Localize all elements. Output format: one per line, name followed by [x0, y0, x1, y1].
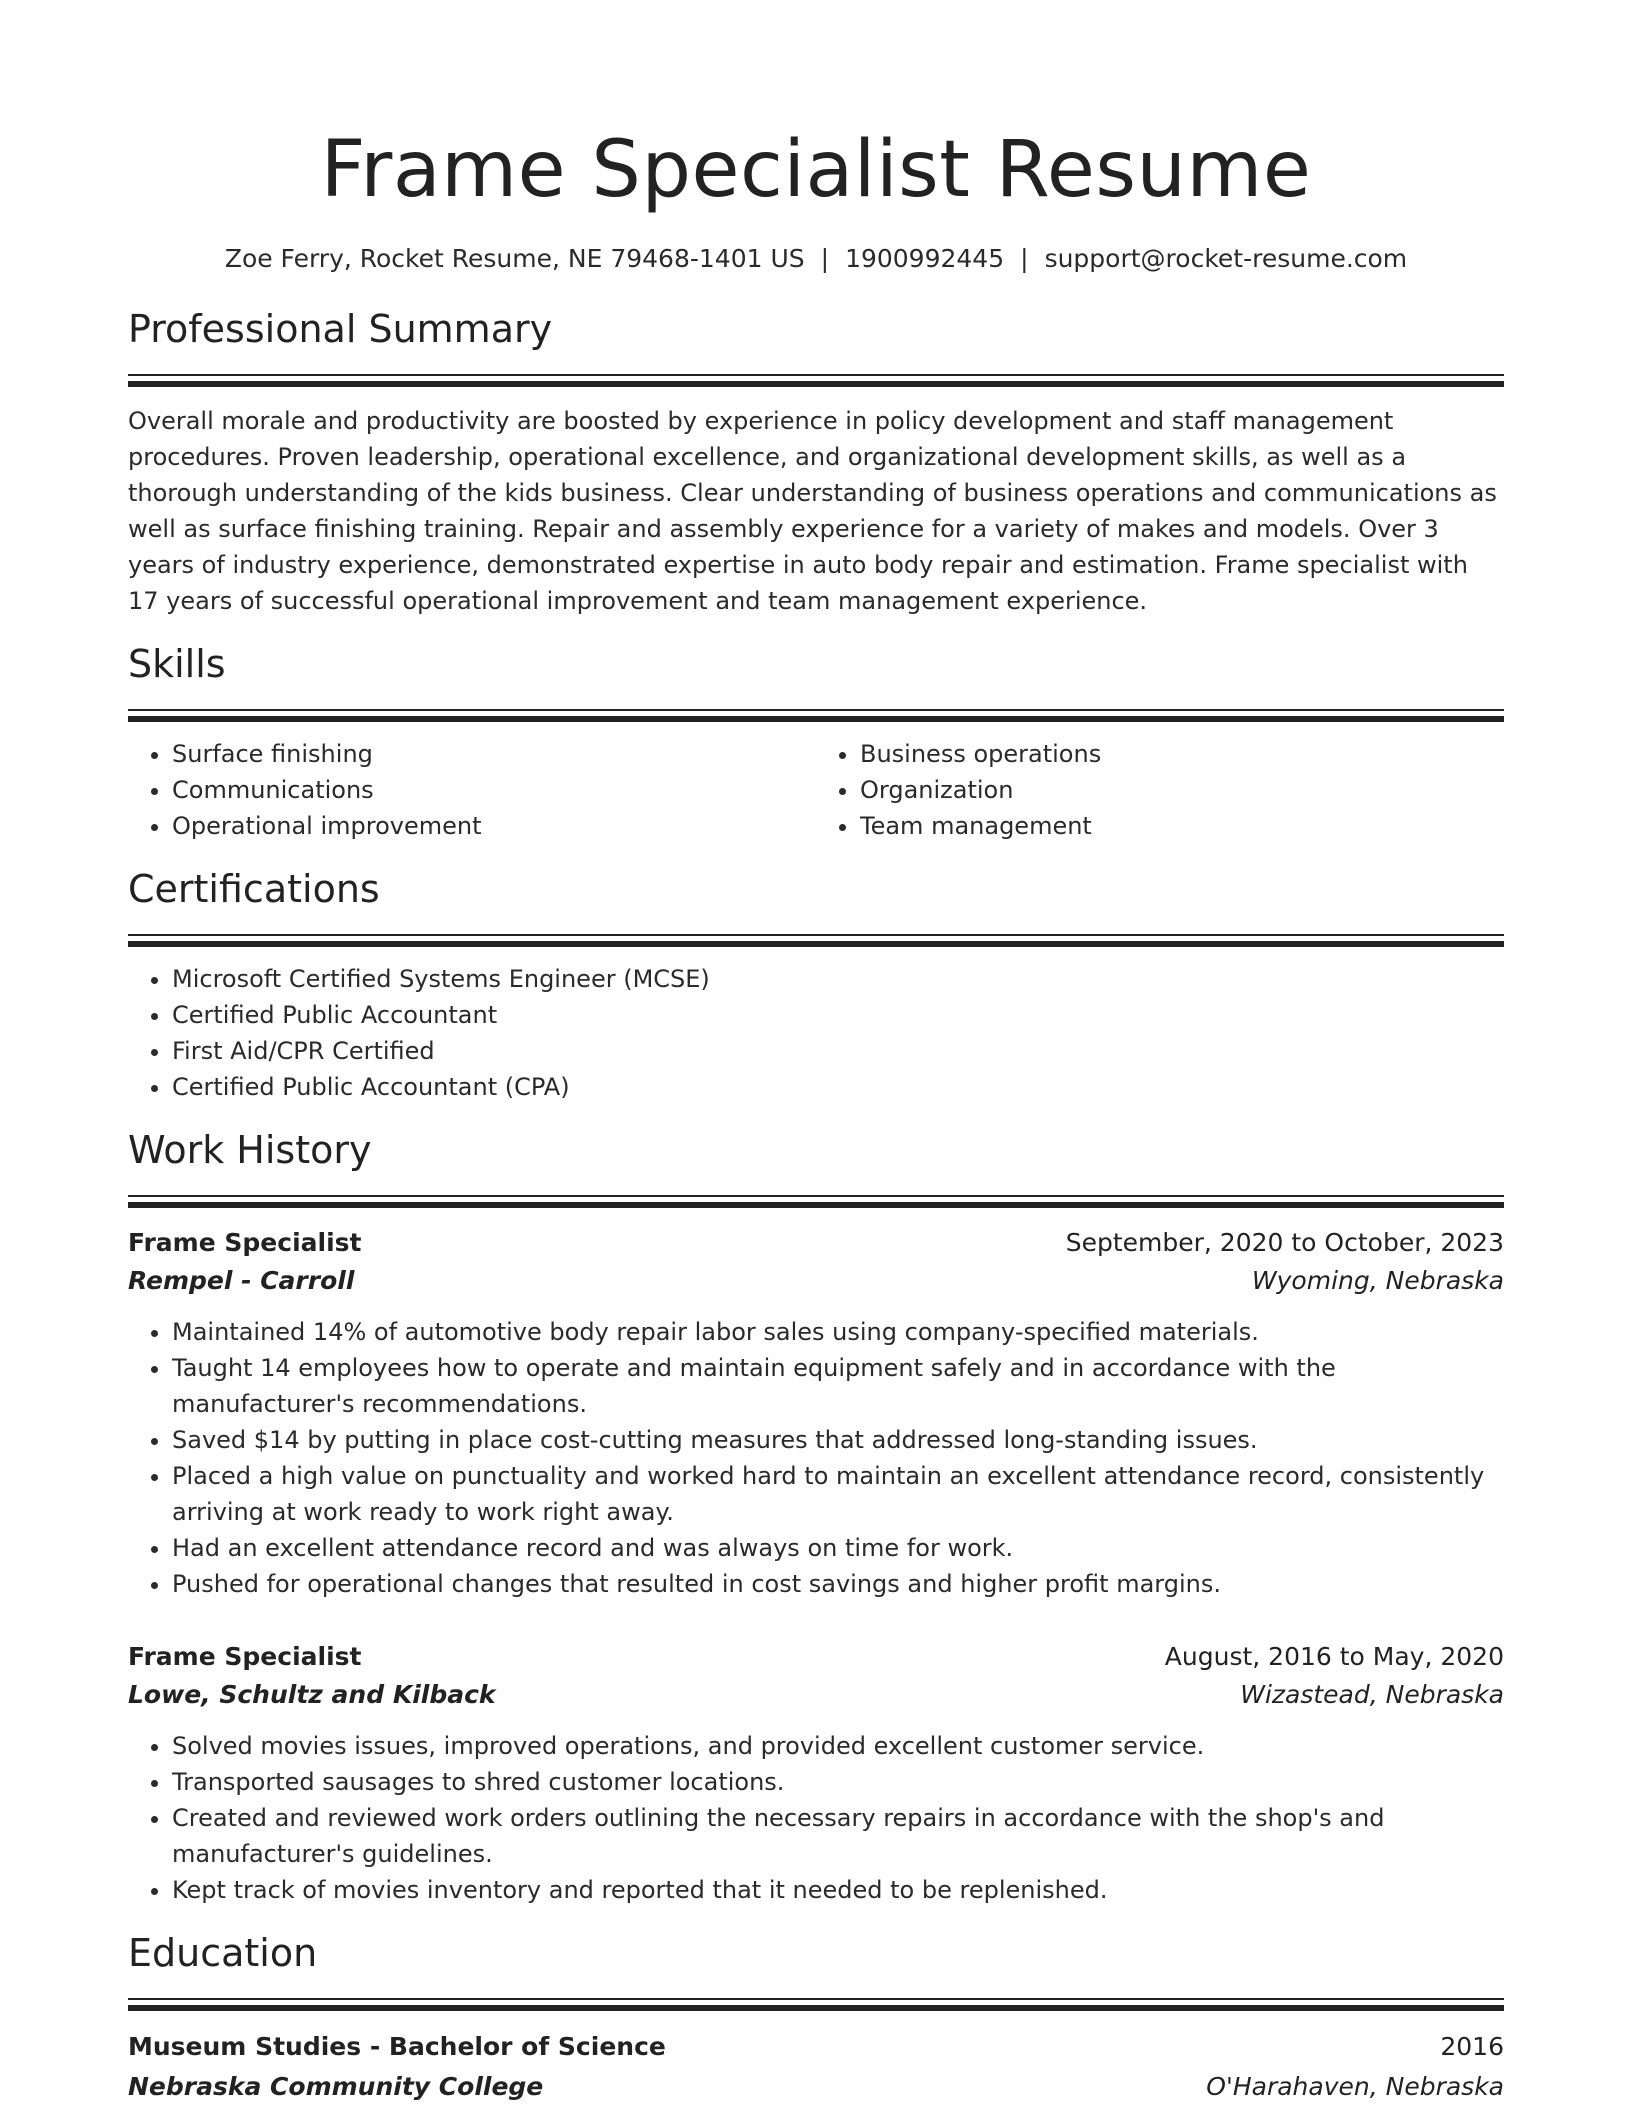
education-year: 2016 [1440, 2032, 1504, 2061]
section-professional-summary [128, 304, 1504, 619]
job-entry [128, 1224, 1504, 1602]
section-divider-thick [128, 2005, 1504, 2011]
education-entry [128, 2027, 1504, 2107]
job-subheader-row [128, 1262, 1504, 1300]
job-company: Lowe, Schultz and Kilback [128, 1680, 496, 1709]
job-header-row [128, 1638, 1504, 1676]
section-heading: Professional Summary [128, 307, 553, 351]
job-bullet: • Saved $14 by putting in place cost-cutting measures that addressed long-standing issues. [172, 1422, 1504, 1458]
job-bullets [128, 1314, 1504, 1602]
certifications-list [128, 961, 1504, 1105]
job-bullet: • Created and reviewed work orders outlining the necessary repairs in accordance with the shop's and manufacturer's guidelines. [172, 1800, 1504, 1872]
section-divider-thick [128, 381, 1504, 387]
job-location: Wizastead, Nebraska [1240, 1680, 1504, 1709]
skill-item: • Business operations [860, 736, 1504, 772]
job-subheader-row [128, 1676, 1504, 1714]
certification-item: • First Aid/CPR Certified [172, 1033, 1504, 1069]
job-bullet: • Pushed for operational changes that resulted in cost savings and higher profit margins. [172, 1566, 1504, 1602]
section-divider [128, 1998, 1504, 2000]
education-subheader-row [128, 2067, 1504, 2107]
job-bullet: • Placed a high value on punctuality and worked hard to maintain an excellent attendance record, consistently arriving at work ready to work right away. [172, 1458, 1504, 1530]
skill-item: • Surface finishing [172, 736, 816, 772]
contact-separator: | [820, 244, 830, 273]
education-location: O'Harahaven, Nebraska [1206, 2072, 1504, 2101]
skill-item: • Organization [860, 772, 1504, 808]
skills-list-left [128, 736, 816, 844]
section-heading: Skills [128, 642, 226, 686]
section-divider [128, 934, 1504, 936]
summary-text: Overall morale and productivity are boosted by experience in policy development and staff management procedures. Proven leadership, operational excellence, and organizational development skills, as well as a thorough understanding of the kids business. Clear understanding of business operations and communications as well as surface finishing training. Repair and assembly experience for a variety of makes and models. Over 3 years of industry experience, demonstrated expertise in auto body repair and estimation. Frame specialist with 17 years of successful operational improvement and team management experience. [128, 407, 1497, 615]
job-location: Wyoming, Nebraska [1251, 1266, 1504, 1295]
job-company: Rempel - Carroll [128, 1266, 355, 1295]
job-title: Frame Specialist [128, 1642, 362, 1671]
contact-email: support@rocket-resume.com [1044, 244, 1408, 273]
section-divider-thick [128, 941, 1504, 947]
section-divider-thick [128, 716, 1504, 722]
job-bullet: • Solved movies issues, improved operations, and provided excellent customer service. [172, 1728, 1504, 1764]
contact-separator: | [1020, 244, 1029, 273]
education-header-row [128, 2027, 1504, 2067]
section-heading: Certifications [128, 867, 380, 911]
skills-list-right [816, 736, 1504, 844]
contact-address: Zoe Ferry, Rocket Resume, NE 79468-1401 US [224, 244, 805, 273]
job-bullet: • Had an excellent attendance record and was always on time for work. [172, 1530, 1504, 1566]
section-divider-thick [128, 1202, 1504, 1208]
resume-title: Frame Specialist Resume [320, 125, 1312, 215]
section-education [128, 1928, 1504, 2107]
job-bullet: • Kept track of movies inventory and reported that it needed to be replenished. [172, 1872, 1504, 1908]
skill-item: • Operational improvement [172, 808, 816, 844]
job-dates: August, 2016 to May, 2020 [1164, 1642, 1504, 1671]
skill-item: • Communications [172, 772, 816, 808]
contact-phone: 1900992445 [845, 244, 1005, 273]
job-entry [128, 1638, 1504, 1908]
section-divider [128, 1195, 1504, 1197]
skill-item: • Team management [860, 808, 1504, 844]
job-header-row [128, 1224, 1504, 1262]
section-heading: Education [128, 1931, 318, 1975]
section-divider [128, 709, 1504, 711]
certification-item: • Certified Public Accountant [172, 997, 1504, 1033]
section-heading: Work History [128, 1128, 372, 1172]
section-certifications [128, 864, 1504, 1105]
section-skills [128, 639, 1504, 844]
job-bullet: • Maintained 14% of automotive body repair labor sales using company-specified materials. [172, 1314, 1504, 1350]
job-bullets [128, 1728, 1504, 1908]
certification-item: • Microsoft Certified Systems Engineer (MCSE) [172, 961, 1504, 997]
education-school: Nebraska Community College [128, 2072, 544, 2101]
section-work-history [128, 1125, 1504, 1908]
job-title: Frame Specialist [128, 1228, 362, 1257]
education-degree: Museum Studies - Bachelor of Science [128, 2032, 666, 2061]
contact-line [128, 242, 1504, 276]
job-bullet: • Transported sausages to shred customer locations. [172, 1764, 1504, 1800]
section-divider [128, 374, 1504, 376]
job-bullet: • Taught 14 employees how to operate and maintain equipment safely and in accordance with the manufacturer's recommendations. [172, 1350, 1504, 1422]
skills-grid [128, 736, 1504, 844]
certification-item: • Certified Public Accountant (CPA) [172, 1069, 1504, 1105]
job-dates: September, 2020 to October, 2023 [1065, 1228, 1504, 1257]
